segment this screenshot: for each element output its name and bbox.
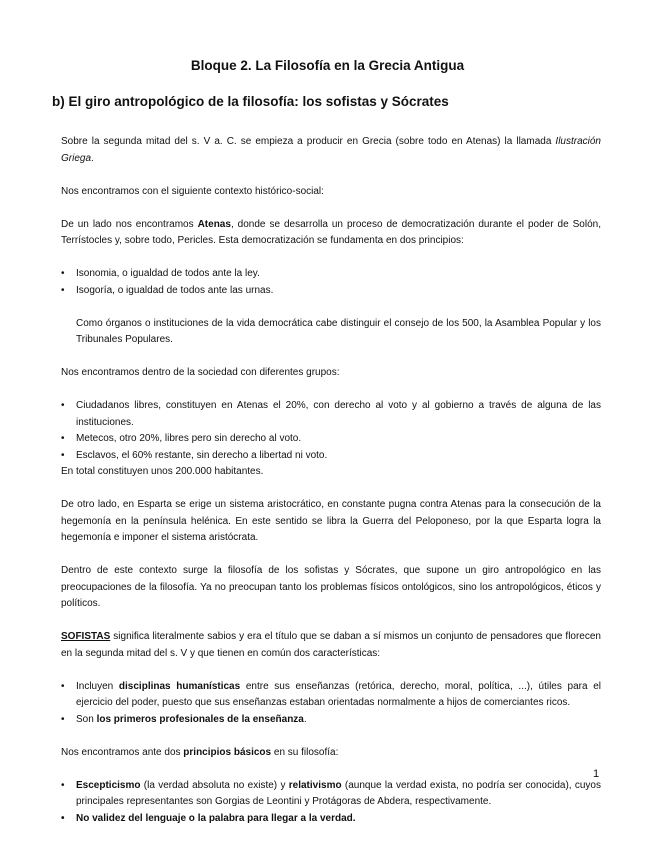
contexto-paragraph: Dentro de este contexto surge la filosofía de los sofistas y Sócrates, que supone un giro antropológico en las preocupaciones de la filosofía. Ya no preocupan tanto los problemas físicos ontológicos, sino los antropológicos, éticos y políticos. <box>61 565 601 609</box>
list-item: • No validez del lenguaje o la palabra para llegar a la verdad. <box>61 811 601 828</box>
esparta-paragraph: De otro lado, en Esparta se erige un sistema aristocrático, en constante pugna contra Atenas para la consecución de la hegemonía en la península helénica. En este sentido se libra la Guerra del Peloponeso, por la que Esparta logra la hegemonía e imponer el sistema aristócrata. <box>61 499 601 543</box>
list-item: • Ciudadanos libres, constituyen en Atenas el 20%, con derecho al voto y al gobierno a través de alguna de las instituciones. <box>61 398 601 431</box>
list-item: • Son los primeros profesionales de la enseñanza. <box>61 712 601 729</box>
list-item: • Escepticismo (la verdad absoluta no existe) y relativismo (aunque la verdad exista, no podría ser conocida), cuyos principales representantes son Gorgias de Leontini y Protágoras de Abdera, respectivamente. <box>61 778 601 811</box>
ilustracion-griega: Ilustración Griega <box>61 136 601 164</box>
principles-list <box>61 266 601 299</box>
sofistas-term: SOFISTAS <box>61 631 111 642</box>
list-item: • Isogoría, o igualdad de todos ante las urnas. <box>61 283 601 300</box>
list-item: • Incluyen disciplinas humanísticas entre sus enseñanzas (retórica, derecho, moral, política, ...), útiles para el ejercicio del poder, puesto que sus enseñanzas estaban orientadas normalmente a hijos de comerciantes ricos. <box>61 679 601 712</box>
intro-paragraph: Sobre la segunda mitad del s. V a. C. se empieza a producir en Grecia (sobre todo en Atenas) la llamada Ilustración Griega. <box>61 136 601 164</box>
list-item: • Isonomia, o igualdad de todos ante la ley. <box>61 266 601 283</box>
document-title: Bloque 2. La Filosofía en la Grecia Antigua <box>190 58 465 73</box>
document-body <box>61 134 601 827</box>
total-line: En total constituyen unos 200.000 habitantes. <box>61 466 264 477</box>
context-line: Nos encontramos con el siguiente contexto histórico-social: <box>61 185 324 197</box>
list-item: • Esclavos, el 60% restante, sin derecho a libertad ni voto. <box>61 448 601 465</box>
characteristics-list <box>61 679 601 729</box>
section-subtitle: b) El giro antropológico de la filosofía: los sofistas y Sócrates <box>52 94 449 109</box>
sofistas-paragraph: SOFISTAS significa literalmente sabios y era el título que se daban a sí mismos un conjunto de pensadores que florecen en la segunda mitad del s. V y que tienen en común dos características: <box>61 631 601 659</box>
atenas-paragraph: De un lado nos encontramos Atenas, donde se desarrolla un proceso de democratización durante el poder de Solón, Terrístocles y, sobre todo, Pericles. Esta democratización se fundamenta en dos principios: <box>61 218 601 246</box>
principles-basic-list <box>61 778 601 828</box>
basic-principles-intro: Nos encontramos ante dos principios básicos en su filosofía: <box>61 746 339 758</box>
groups-intro: Nos encontramos dentro de la sociedad con diferentes grupos: <box>61 367 340 378</box>
organs-paragraph: Como órganos o instituciones de la vida democrática cabe distinguir el consejo de los 500, la Asamblea Popular y los Tribunales Populares. <box>76 317 601 345</box>
list-item: • Metecos, otro 20%, libres pero sin derecho al voto. <box>61 431 601 448</box>
groups-list <box>61 398 601 464</box>
page-number: 1 <box>593 768 600 780</box>
